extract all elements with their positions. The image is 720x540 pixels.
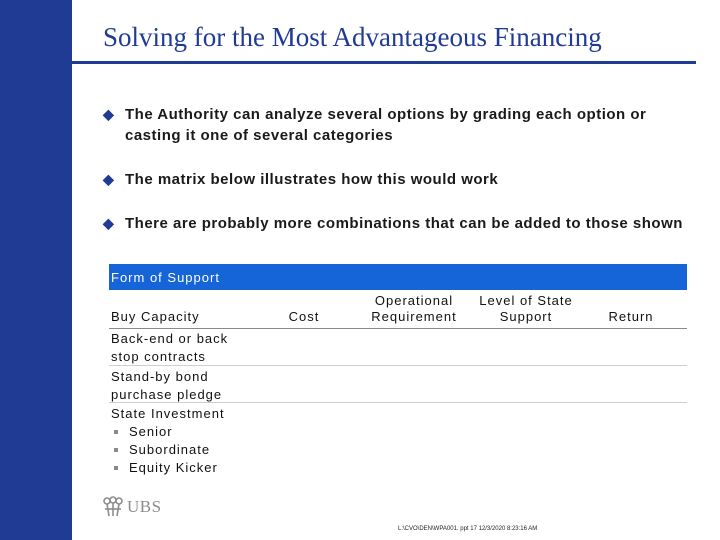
sub-item [111,441,687,459]
column-headers [109,290,687,329]
column-header: Level of State Support [479,293,573,324]
row-label: Back-end or back stop contracts [111,331,229,364]
table-row [109,366,687,403]
row-label: State Investment [111,406,225,421]
bullet-1 [103,104,693,146]
left-sidebar-band [0,0,72,540]
table-row [109,329,687,366]
slide-title: Solving for the Most Advantageous Financing [103,22,602,52]
column-header: Buy Capacity [111,309,200,324]
sub-item-label: Senior [129,424,173,439]
column-header: Operational Requirement [371,293,457,324]
bullet-text: There are probably more combinations that can be added to those shown [125,215,683,232]
column-header: Cost [288,309,320,324]
title-underline [24,61,696,64]
sub-item [111,423,687,441]
sub-item-label: Equity Kicker [129,460,218,475]
column-header: Return [608,309,654,324]
diamond-bullet-icon: ◆ [103,106,115,122]
square-bullet-icon [114,466,118,470]
logo-text: UBS [127,497,162,516]
support-matrix [109,264,687,477]
bullet-text: The Authority can analyze several options by grading each option or casting it one of several categories [125,106,647,144]
bullet-2 [103,169,693,190]
table-row [109,403,687,477]
diamond-bullet-icon: ◆ [103,171,115,187]
row-label: Stand-by bond purchase pledge [111,369,223,402]
table-header-band: Form of Support [109,264,687,290]
bullet-3 [103,213,693,234]
sub-item-label: Subordinate [129,442,211,457]
square-bullet-icon [114,448,118,452]
diamond-bullet-icon: ◆ [103,215,115,231]
square-bullet-icon [114,430,118,434]
ubs-logo [102,496,162,518]
bullet-text: The matrix below illustrates how this would work [125,171,499,188]
keys-icon [102,496,124,518]
sub-item [111,459,687,477]
footer-file-path: L:\CVO\DEN\WPA001. ppt 17 12/3/2020 8:23:16 AM [398,526,538,532]
